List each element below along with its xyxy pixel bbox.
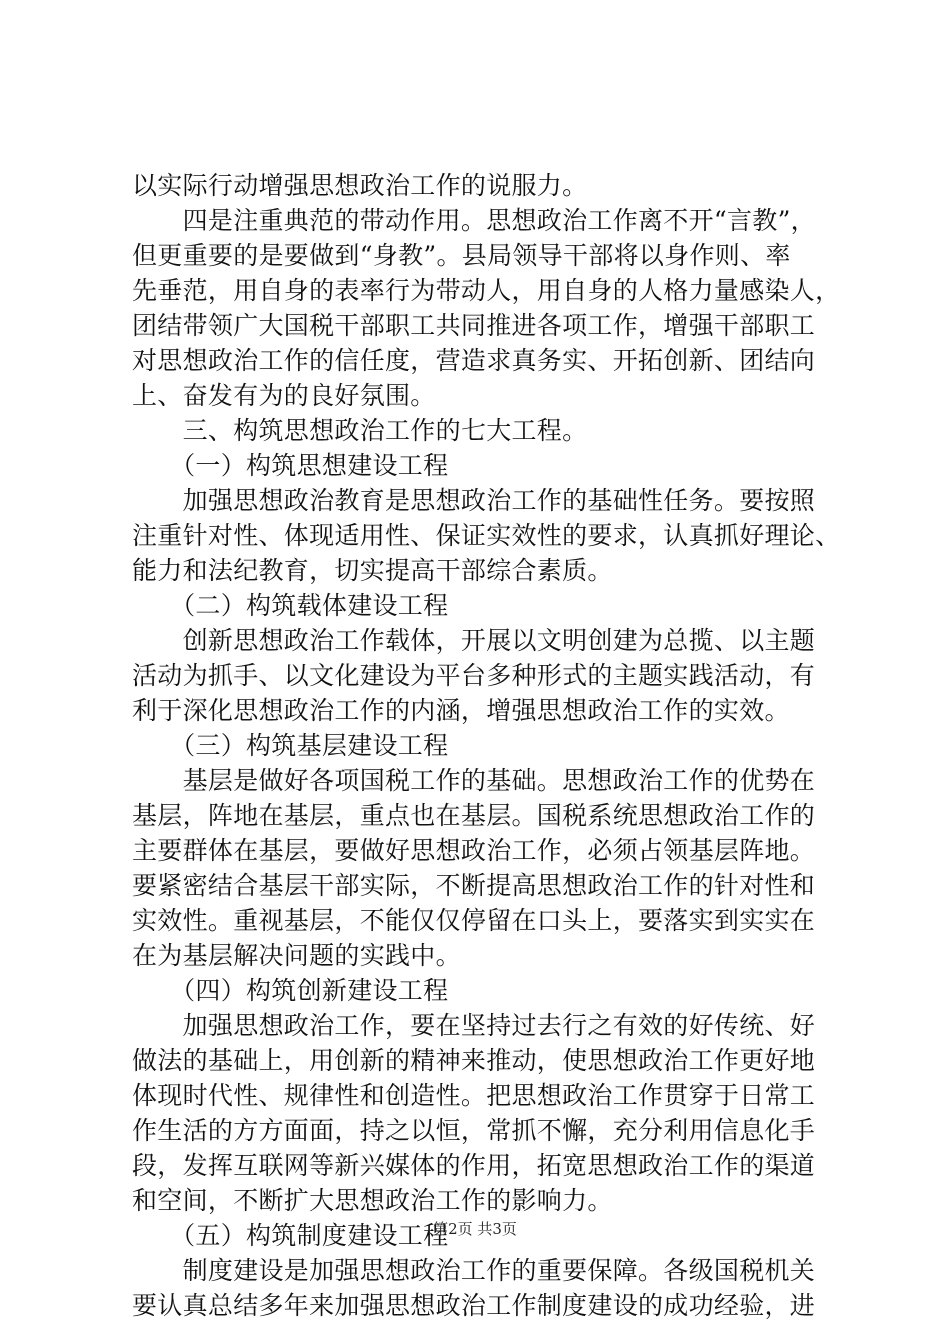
text-line: 但更重要的是要做到“身教”。县局领导干部将以身作则、率 (132, 241, 791, 270)
text-line: 能力和法纪教育，切实提高干部综合素质。 (132, 556, 613, 585)
text-line: 和空间，不断扩大思想政治工作的影响力。 (132, 1186, 613, 1215)
subsection-heading: （二）构筑载体建设工程 (132, 591, 449, 620)
subsection-heading: （三）构筑基层建设工程 (132, 731, 449, 760)
section-heading: 三、构筑思想政治工作的七大工程。 (132, 416, 588, 445)
text-line: 创新思想政治工作载体，开展以文明创建为总揽、以主题 (132, 626, 816, 655)
text-line: 注重针对性、体现适用性、保证实效性的要求，认真抓好理论、 (132, 521, 841, 550)
text-line: 基层是做好各项国税工作的基础。思想政治工作的优势在 (132, 766, 816, 795)
text-line: 四是注重典范的带动作用。思想政治工作离不开“言教”， (132, 206, 816, 235)
text-line: 要紧密结合基层干部实际，不断提高思想政治工作的针对性和 (132, 871, 816, 900)
text-line: 基层，阵地在基层，重点也在基层。国税系统思想政治工作的 (132, 801, 816, 830)
text-line: 以实际行动增强思想政治工作的说服力。 (132, 171, 588, 200)
text-line: 段，发挥互联网等新兴媒体的作用，拓宽思想政治工作的渠道 (132, 1151, 816, 1180)
text-line: 先垂范，用自身的表率行为带动人，用自身的人格力量感染人， (132, 276, 841, 305)
text-line: 做法的基础上，用创新的精神来推动，使思想政治工作更好地 (132, 1046, 816, 1075)
text-line: 实效性。重视基层，不能仅仅停留在口头上，要落实到实实在 (132, 906, 816, 935)
text-line: 体现时代性、规律性和创造性。把思想政治工作贯穿于日常工 (132, 1081, 816, 1110)
text-line: 上、奋发有为的良好氛围。 (132, 381, 436, 410)
text-line: 要认真总结多年来加强思想政治工作制度建设的成功经验，进 (132, 1291, 816, 1320)
text-line: 加强思想政治工作，要在坚持过去行之有效的好传统、好 (132, 1011, 816, 1040)
text-line: 制度建设是加强思想政治工作的重要保障。各级国税机关 (132, 1256, 816, 1285)
text-line: 在为基层解决问题的实践中。 (132, 941, 461, 970)
text-line: 活动为抓手、以文化建设为平台多种形式的主题实践活动，有 (132, 661, 816, 690)
subsection-heading: （五）构筑制度建设工程 (132, 1221, 449, 1250)
text-line: 对思想政治工作的信任度，营造求真务实、开拓创新、团结向 (132, 346, 816, 375)
text-line: 利于深化思想政治工作的内涵，增强思想政治工作的实效。 (132, 696, 790, 725)
subsection-heading: （四）构筑创新建设工程 (132, 976, 449, 1005)
text-line: 作生活的方方面面，持之以恒，常抓不懈，充分利用信息化手 (132, 1116, 816, 1145)
text-line: 团结带领广大国税干部职工共同推进各项工作，增强干部职工 (132, 311, 816, 340)
text-line: 主要群体在基层，要做好思想政治工作，必须占领基层阵地。 (132, 836, 816, 865)
text-line: 加强思想政治教育是思想政治工作的基础性任务。要按照 (132, 486, 816, 515)
page-footer: 第2页 共3页 (433, 1220, 517, 1238)
subsection-heading: （一）构筑思想建设工程 (132, 451, 449, 480)
